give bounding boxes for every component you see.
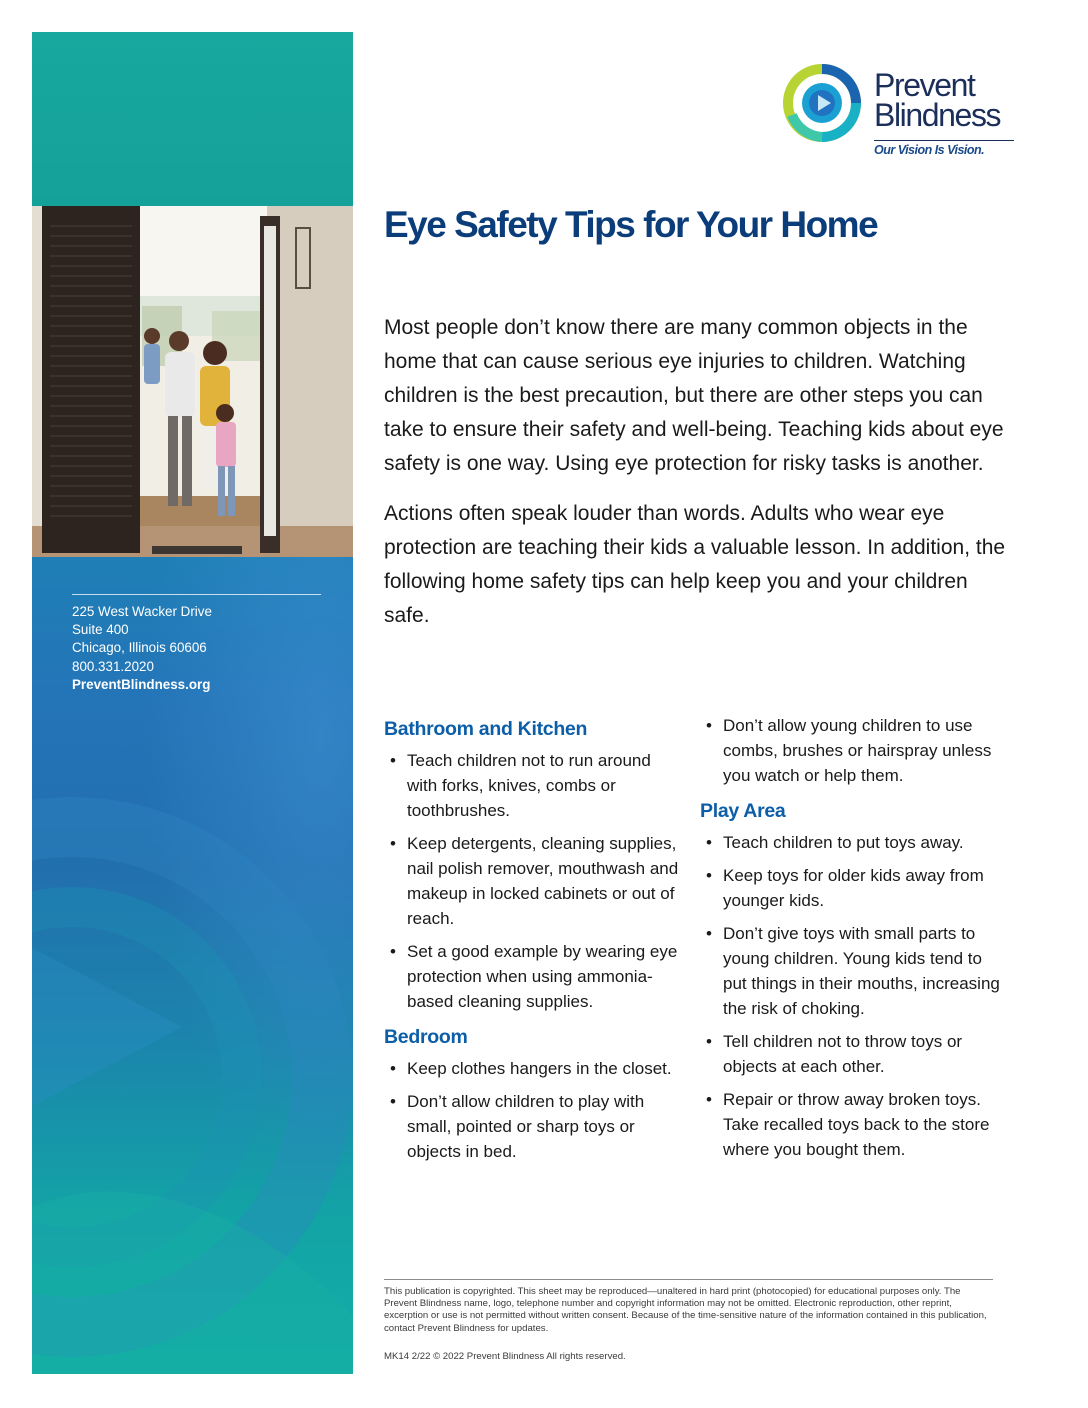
photo-illustration	[32, 206, 353, 557]
intro-text	[384, 311, 1014, 649]
section-heading-bathroom: Bathroom and Kitchen	[384, 718, 588, 740]
list-item: • Keep clothes hangers in the closet.	[384, 1056, 684, 1081]
list-item: • Teach children to put toys away.	[700, 830, 1000, 855]
contact-divider	[72, 594, 321, 595]
logo-tagline-rule	[874, 140, 1014, 141]
blue-gradient-band	[32, 557, 353, 1374]
logo-line-1: Prevent	[874, 67, 975, 103]
page-title: Eye Safety Tips for Your Home	[384, 204, 878, 245]
phone-number[interactable]: 800.331.2020	[72, 658, 154, 674]
bathroom-tips-list	[384, 748, 684, 1014]
website-link[interactable]: PreventBlindness.org	[72, 676, 211, 692]
list-item: • Set a good example by wearing eye protection when using ammonia-based cleaning supplies.	[384, 939, 684, 1014]
tips-column-right	[700, 713, 1000, 1170]
address-line-2: Suite 400	[72, 622, 129, 638]
list-item: • Don’t allow children to play with small, pointed or sharp toys or objects in bed.	[384, 1089, 684, 1164]
copyright-notice: This publication is copyrighted. This sheet may be reproduced—unaltered in hard print (photocopied) for educational purposes only. The Prevent Blindness name, logo, telephone number and copyright information may not be omitted. Electronic reproduction, other reprint, excerption or use is not permitted without written consent. Because of the time-sensitive nature of the information contained in this publication, contact Prevent Blindness for updates.	[384, 1286, 987, 1334]
publication-code: MK14 2/22 © 2022 Prevent Blindness All rights reserved.	[384, 1351, 626, 1362]
contact-block	[72, 603, 212, 694]
logo-wordmark	[874, 67, 1001, 133]
logo-tagline: Our Vision Is Vision.	[874, 143, 985, 157]
bathroom-tips-list-continued	[700, 713, 1000, 788]
list-item: • Keep toys for older kids away from younger kids.	[700, 863, 1000, 913]
address-city: Chicago, Illinois 60606	[72, 640, 207, 656]
tips-column-left	[384, 714, 684, 1172]
play-area-tips-list	[700, 830, 1000, 1162]
bedroom-tips-list	[384, 1056, 684, 1164]
list-item: • Don’t give toys with small parts to young children. Young kids tend to put things in their mouths, increasing the risk of choking.	[700, 921, 1000, 1021]
address-line-1: 225 West Wacker Drive	[72, 604, 212, 619]
footer-divider	[384, 1279, 993, 1280]
teal-band	[32, 32, 353, 206]
list-item: • Tell children not to throw toys or objects at each other.	[700, 1029, 1000, 1079]
family-doorway-photo	[32, 206, 353, 557]
logo-line-2: Blindness	[874, 97, 1001, 133]
prevent-blindness-logo	[782, 62, 1022, 158]
intro-paragraph: Most people don’t know there are many common objects in the home that can cause serious eye injuries to children. Watching children is the best precaution, but there are other steps you can take to ensure their safety and well-being. Teaching kids about eye safety is one way. Using eye protection for risky tasks is another.	[384, 316, 1004, 475]
list-item: • Keep detergents, cleaning supplies, nail polish remover, mouthwash and makeup in locked cabinets or out of reach.	[384, 831, 684, 931]
intro-paragraph: Actions often speak louder than words. Adults who wear eye protection are teaching their kids a valuable lesson. In addition, the following home safety tips can help keep you and your children safe.	[384, 502, 1006, 627]
list-item: • Teach children not to run around with forks, knives, combs or toothbrushes.	[384, 748, 684, 823]
list-item: • Repair or throw away broken toys. Take recalled toys back to the store where you bought them.	[700, 1087, 1000, 1162]
list-item: • Don’t allow young children to use combs, brushes or hairspray unless you watch or help them.	[700, 713, 1000, 788]
section-heading-play-area: Play Area	[700, 800, 786, 822]
section-heading-bedroom: Bedroom	[384, 1026, 468, 1048]
eye-logo-icon	[782, 63, 862, 143]
